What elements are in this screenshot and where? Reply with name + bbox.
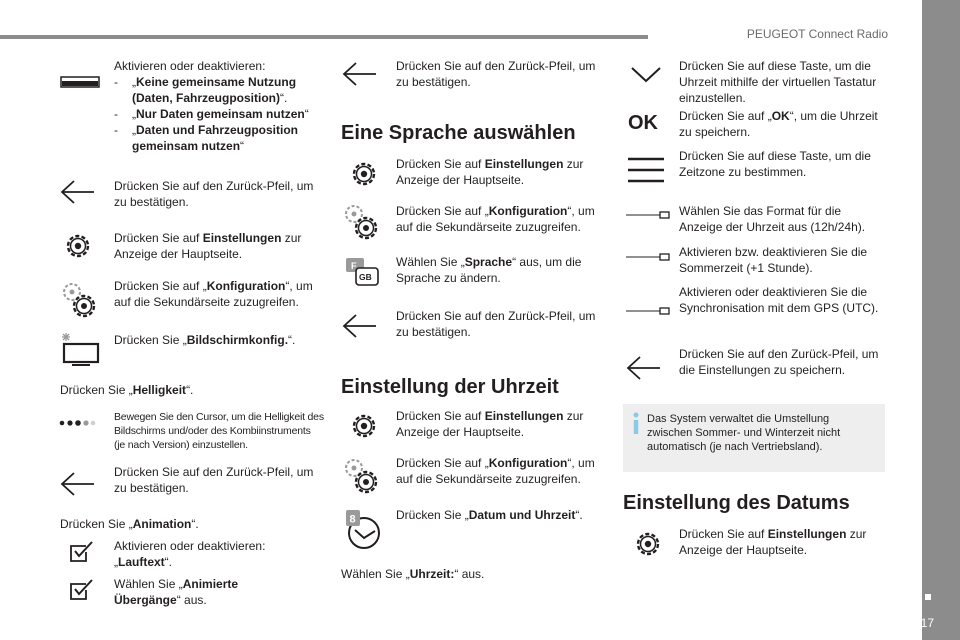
date-time-text: Drücken Sie „Datum und Uhrzeit“. bbox=[396, 508, 583, 522]
configuration-text: Drücken Sie auf „Konfiguration“, um auf die Sekundärseite zuzugreifen. bbox=[396, 204, 595, 234]
activate-block bbox=[114, 58, 324, 154]
activate-option-list bbox=[114, 74, 324, 154]
gps-sync-text: Aktivieren oder deaktivieren Sie die Synchronisation mit dem GPS (UTC). bbox=[679, 285, 879, 315]
configuration-gears-icon bbox=[342, 456, 382, 496]
configuration-text: Drücken Sie auf „Konfiguration“, um auf die Sekundärseite zuzugreifen. bbox=[114, 279, 313, 309]
page-number: 17 bbox=[920, 616, 934, 630]
screen-config-text: Drücken Sie „Bildschirmkonfig.“. bbox=[114, 333, 296, 347]
settings-text: Drücken Sie auf Einstellungen zur Anzeige der Hauptseite. bbox=[114, 231, 302, 261]
side-tab-bar bbox=[922, 0, 960, 640]
info-icon bbox=[631, 412, 641, 434]
back-confirm-text: Drücken Sie auf den Zurück-Pfeil, um zu bestätigen. bbox=[114, 179, 314, 209]
gear-icon bbox=[64, 232, 92, 260]
header-rule bbox=[0, 35, 648, 39]
brightness-slider-dots-icon bbox=[58, 418, 96, 428]
checkbox-checked-icon bbox=[70, 578, 94, 600]
activate-option: - „Nur Daten gemeinsam nutzen“ bbox=[114, 106, 324, 122]
back-confirm-text: Drücken Sie auf den Zurück-Pfeil, um zu bestätigen. bbox=[396, 309, 596, 339]
back-arrow-icon bbox=[60, 180, 96, 204]
back-arrow-icon bbox=[60, 472, 96, 496]
configuration-text: Drücken Sie auf „Konfiguration“, um auf die Sekundärseite zuzugreifen. bbox=[396, 456, 595, 486]
time-format-text: Wählen Sie das Format für die Anzeige der Uhrzeit aus (12h/24h). bbox=[679, 204, 866, 234]
page-marker bbox=[925, 594, 931, 600]
timezone-text: Drücken Sie auf diese Taste, um die Zeitzone zu bestimmen. bbox=[679, 149, 871, 179]
brightness-text: Drücken Sie „Helligkeit“. bbox=[60, 383, 194, 397]
summer-time-text: Aktivieren bzw. deaktivieren Sie die Sommerzeit (+1 Stunde). bbox=[679, 245, 868, 275]
activate-intro: Aktivieren oder deaktivieren: bbox=[114, 59, 266, 73]
lauftext-text: Aktivieren oder deaktivieren: „Lauftext“. bbox=[114, 539, 266, 569]
back-confirm-text: Drücken Sie auf den Zurück-Pfeil, um zu bestätigen. bbox=[114, 465, 314, 495]
language-flag-icon bbox=[344, 256, 380, 288]
uhrzeit-text: Wählen Sie „Uhrzeit:“ aus. bbox=[341, 567, 485, 581]
toggle-bar-icon bbox=[60, 76, 100, 88]
cursor-brightness-text: Bewegen Sie den Cursor, um die Helligkeit des Bildschirms und/oder des Kombiinstruments (je nach Version) einzustellen. bbox=[114, 411, 324, 451]
activate-option: - „Daten und Fahrzeugposition gemeinsam nutzen“ bbox=[114, 122, 324, 154]
animation-text: Drücken Sie „Animation“. bbox=[60, 517, 199, 531]
clock-icon bbox=[344, 508, 384, 552]
clock-badge-label: 8 bbox=[349, 513, 356, 526]
language-text: Wählen Sie „Sprache“ aus, um die Sprache zu ändern. bbox=[396, 255, 582, 285]
page-header-title: PEUGEOT Connect Radio bbox=[746, 27, 888, 41]
heading-language: Eine Sprache auswählen bbox=[341, 122, 576, 144]
heading-date: Einstellung des Datums bbox=[623, 492, 850, 514]
toggle-switch-icon bbox=[626, 306, 670, 316]
keyboard-time-text: Drücken Sie auf diese Taste, um die Uhrzeit mithilfe der virtuellen Tastatur einzustellen. bbox=[679, 59, 877, 105]
ok-save-text: Drücken Sie auf „OK“, um die Uhrzeit zu speichern. bbox=[679, 109, 878, 139]
back-arrow-icon bbox=[342, 62, 378, 86]
menu-lines-icon bbox=[626, 156, 666, 184]
settings-text: Drücken Sie auf Einstellungen zur Anzeige der Hauptseite. bbox=[679, 527, 867, 557]
settings-text: Drücken Sie auf Einstellungen zur Anzeige der Hauptseite. bbox=[396, 157, 584, 187]
checkbox-checked-icon bbox=[70, 540, 94, 562]
configuration-gears-icon bbox=[342, 202, 382, 242]
configuration-gears-icon bbox=[60, 280, 100, 320]
gear-icon bbox=[634, 530, 662, 558]
back-arrow-icon bbox=[626, 356, 662, 380]
settings-text: Drücken Sie auf Einstellungen zur Anzeige der Hauptseite. bbox=[396, 409, 584, 439]
toggle-switch-icon bbox=[626, 252, 670, 262]
gear-icon bbox=[350, 160, 378, 188]
flag-label-top: F bbox=[351, 261, 357, 271]
ok-icon: OK bbox=[628, 112, 658, 134]
heading-time: Einstellung der Uhrzeit bbox=[341, 376, 559, 398]
toggle-switch-icon bbox=[626, 210, 670, 220]
info-text: Das System verwaltet die Umstellung zwischen Sommer- und Winterzeit nicht automatisch (je nach Vertriebsland). bbox=[647, 413, 841, 453]
chevron-down-icon bbox=[630, 66, 662, 84]
screen-brightness-icon bbox=[58, 332, 100, 366]
back-save-text: Drücken Sie auf den Zurück-Pfeil, um die Einstellungen zu speichern. bbox=[679, 347, 879, 377]
flag-label-bottom: GB bbox=[359, 272, 372, 282]
activate-option: - „Keine gemeinsame Nutzung (Daten, Fahrzeugposition)“. bbox=[114, 74, 324, 106]
gear-icon bbox=[350, 412, 378, 440]
info-box bbox=[623, 404, 885, 472]
animated-transitions-text: Wählen Sie „Animierte Übergänge“ aus. bbox=[114, 577, 239, 607]
back-arrow-icon bbox=[342, 314, 378, 338]
back-confirm-text: Drücken Sie auf den Zurück-Pfeil, um zu bestätigen. bbox=[396, 59, 596, 89]
